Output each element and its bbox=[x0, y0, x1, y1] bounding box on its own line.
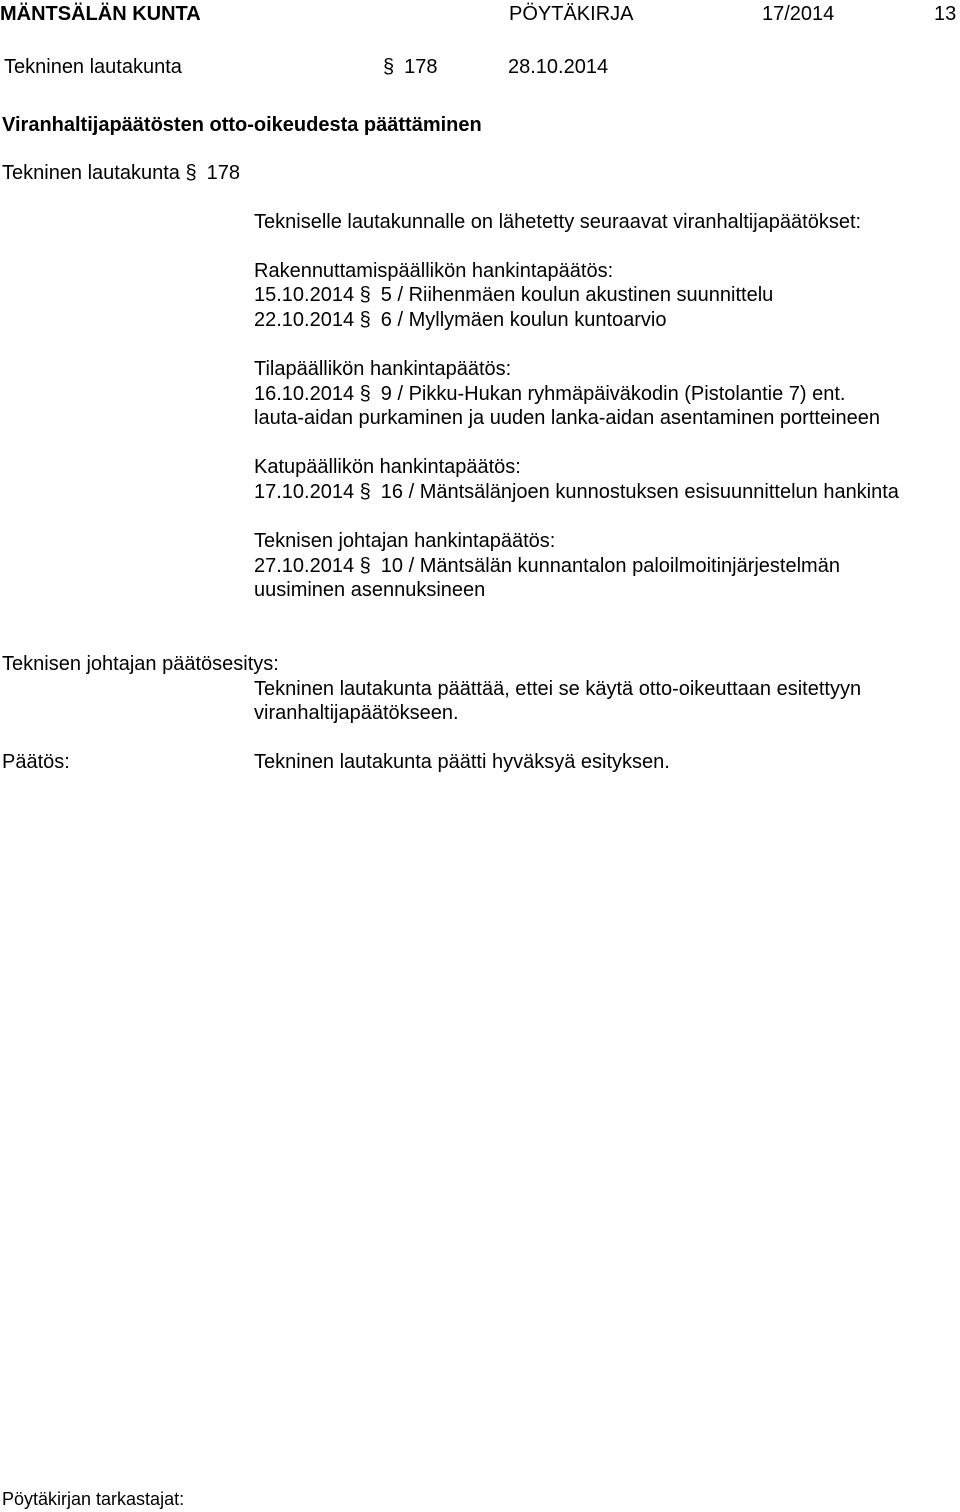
section-symbol: § bbox=[359, 309, 371, 331]
municipality-name: MÄNTSÄLÄN KUNTA bbox=[0, 3, 201, 25]
section-symbol: § bbox=[359, 481, 371, 503]
header-section bbox=[383, 55, 438, 79]
meeting-date: 28.10.2014 bbox=[508, 56, 609, 78]
page-number: 13 bbox=[934, 3, 957, 25]
decision-heading: Katupäällikön hankintapäätös: bbox=[254, 456, 521, 478]
decision-continuation: lauta-aidan purkaminen ja uuden lanka-aidan asentaminen portteineen bbox=[254, 407, 880, 429]
page-title: Viranhaltijapäätösten otto-oikeudesta päättäminen bbox=[2, 114, 482, 136]
document-number: 17/2014 bbox=[762, 3, 835, 25]
decision-label: Päätös: bbox=[2, 751, 70, 773]
decision-text: Tekninen lautakunta päätti hyväksyä esityksen. bbox=[254, 751, 670, 773]
decision-heading: Tilapäällikön hankintapäätös: bbox=[254, 358, 512, 380]
decision-date: 27.10.2014 bbox=[254, 555, 355, 577]
section-symbol: § bbox=[359, 284, 371, 306]
proposal-label: Teknisen johtajan päätösesitys: bbox=[2, 653, 279, 675]
decision-text: 10 / Mäntsälän kunnantalon paloilmoitinjärjestelmän bbox=[380, 555, 840, 577]
decision-item bbox=[254, 382, 845, 406]
decision-item bbox=[254, 554, 840, 578]
decision-heading: Teknisen johtajan hankintapäätös: bbox=[254, 530, 556, 552]
document-type: PÖYTÄKIRJA bbox=[509, 3, 634, 25]
footer-label: Pöytäkirjan tarkastajat: bbox=[2, 1489, 185, 1509]
decision-date: 16.10.2014 bbox=[254, 383, 355, 405]
proposal-text-line1: Tekninen lautakunta päättää, ettei se käytä otto-oikeuttaan esitettyyn bbox=[254, 678, 862, 700]
decision-item bbox=[254, 283, 773, 307]
decision-text: 5 / Riihenmäen koulun akustinen suunnittelu bbox=[380, 284, 774, 306]
decision-date: 15.10.2014 bbox=[254, 284, 355, 306]
decision-text: 9 / Pikku-Hukan ryhmäpäiväkodin (Pistolantie 7) ent. bbox=[380, 383, 846, 405]
decision-item bbox=[254, 308, 667, 332]
committee-reference bbox=[2, 161, 240, 185]
proposal-text-line2: viranhaltijapäätökseen. bbox=[254, 702, 459, 724]
committee-reference-number: 178 bbox=[206, 162, 240, 184]
section-symbol: § bbox=[383, 56, 395, 78]
decision-text: 16 / Mäntsälänjoen kunnostuksen esisuunnittelun hankinta bbox=[380, 481, 899, 503]
section-symbol: § bbox=[185, 162, 197, 184]
decision-heading: Rakennuttamispäällikön hankintapäätös: bbox=[254, 260, 614, 282]
section-symbol: § bbox=[359, 555, 371, 577]
decision-date: 22.10.2014 bbox=[254, 309, 355, 331]
intro-text: Tekniselle lautakunnalle on lähetetty seuraavat viranhaltijapäätökset: bbox=[254, 211, 862, 233]
section-number: 178 bbox=[404, 56, 438, 78]
decision-item bbox=[254, 480, 899, 504]
decision-text: 6 / Myllymäen koulun kuntoarvio bbox=[380, 309, 667, 331]
decision-continuation: uusiminen asennuksineen bbox=[254, 579, 486, 601]
section-symbol: § bbox=[359, 383, 371, 405]
committee-name: Tekninen lautakunta bbox=[4, 56, 182, 78]
decision-date: 17.10.2014 bbox=[254, 481, 355, 503]
committee-reference-label: Tekninen lautakunta bbox=[2, 162, 180, 184]
